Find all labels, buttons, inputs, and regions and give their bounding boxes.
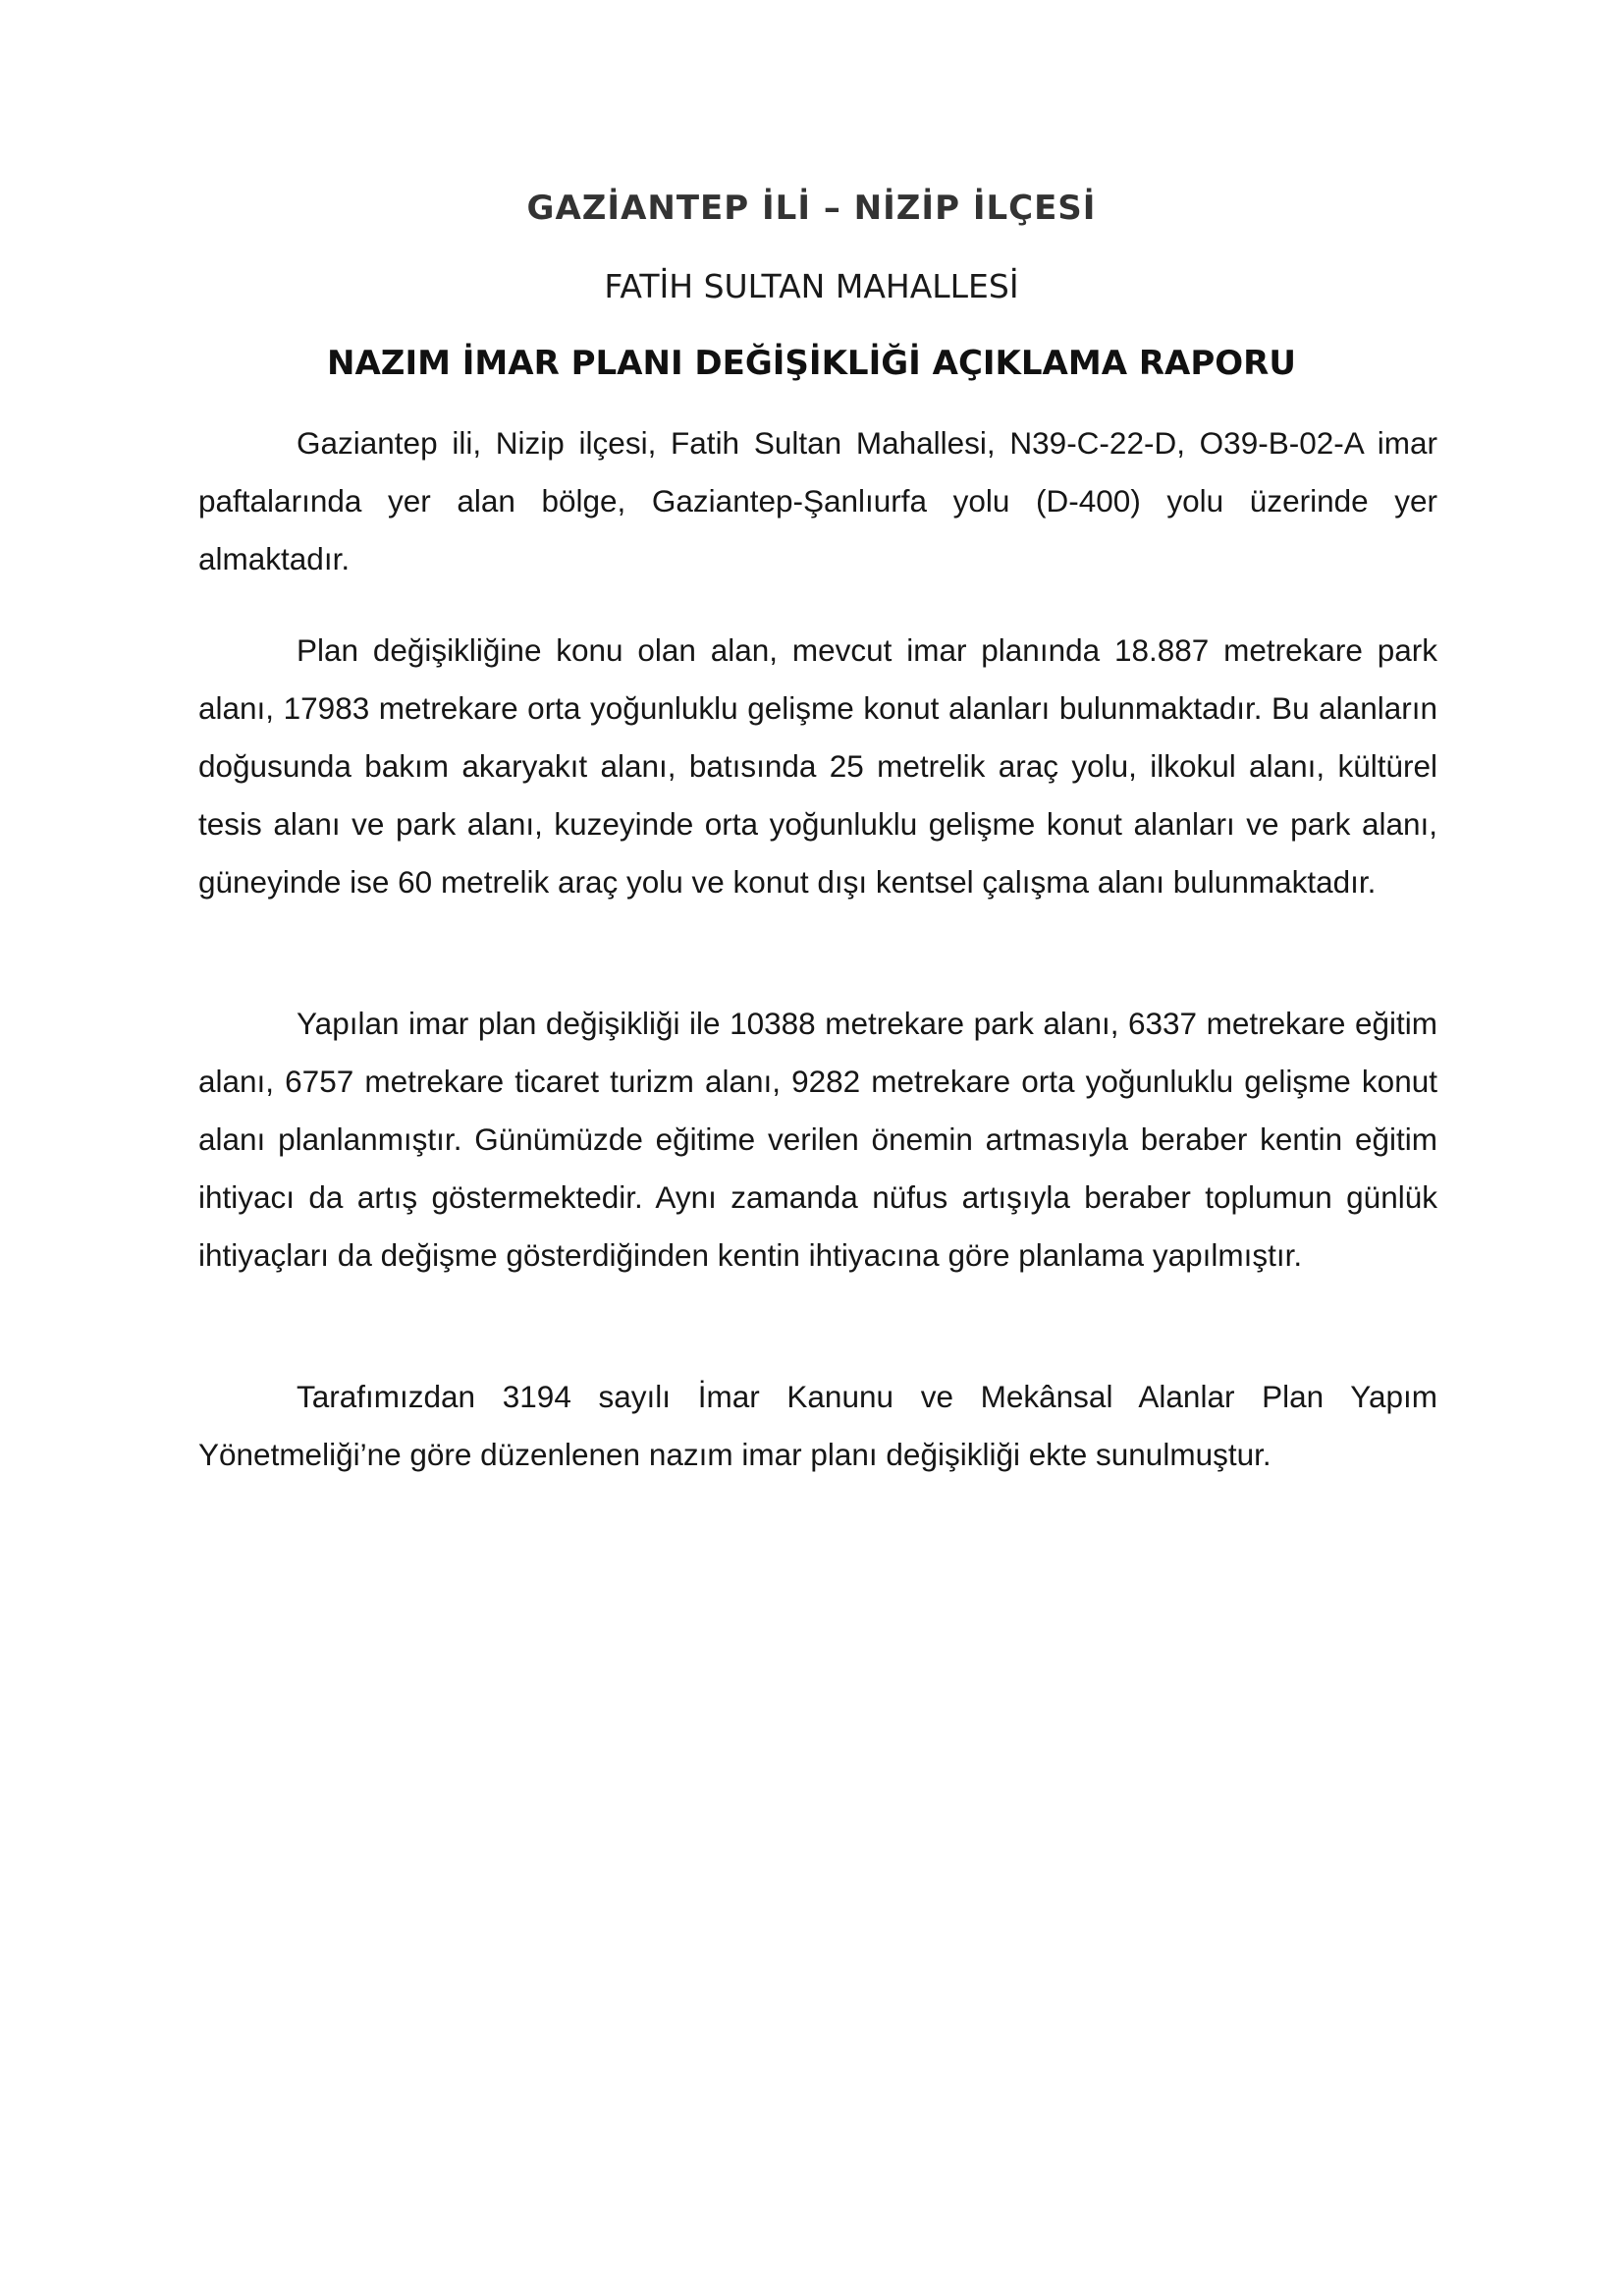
paragraph-conclusion: Tarafımızdan 3194 sayılı İmar Kanunu ve Mekânsal Alanlar Plan Yapım Yönetmeliği’ne göre düzenlenen nazım imar planı değişikliği ekte sunulmuştur. bbox=[198, 1379, 1437, 1472]
district-heading: FATİH SULTAN MAHALLESİ bbox=[604, 267, 1019, 305]
report-title: NAZIM İMAR PLANI DEĞİŞİKLİĞİ AÇIKLAMA RAPORU bbox=[327, 344, 1296, 383]
province-heading: GAZİANTEP İLİ – NİZİP İLÇESİ bbox=[526, 189, 1097, 228]
paragraph-plan-change: Yapılan imar plan değişikliği ile 10388 metrekare park alanı, 6337 metrekare eğitim alanı, 6757 metrekare ticaret turizm alanı, 9282 metrekare orta yoğunluklu gelişme konut alanı planlanmıştır. Günümüzde eğitime verilen önemin artmasıyla beraber kentin eğitim ihtiyacı da artış göstermektedir. Aynı zamanda nüfus artışıyla beraber toplumun günlük ihtiyaçları da değişme gösterdiğinden kentin ihtiyacına göre planlama yapılmıştır. bbox=[198, 1006, 1437, 1273]
paragraph-current-plan: Plan değişikliğine konu olan alan, mevcut imar planında 18.887 metrekare park alanı, 17983 metrekare orta yoğunluklu gelişme konut alanları bulunmaktadır. Bu alanların doğusunda bakım akaryakıt alanı, batısında 25 metrelik araç yolu, ilkokul alanı, kültürel tesis alanı ve park alanı, kuzeyinde orta yoğunluklu gelişme konut alanları ve park alanı, güneyinde ise 60 metrelik araç yolu ve konut dışı kentsel çalışma alanı bulunmaktadır. bbox=[198, 632, 1437, 900]
paragraph-location: Gaziantep ili, Nizip ilçesi, Fatih Sultan Mahallesi, N39-C-22-D, O39-B-02-A imar paftalarında yer alan bölge, Gaziantep-Şanlıurfa yolu (D-400) yolu üzerinde yer almaktadır. bbox=[198, 425, 1437, 576]
